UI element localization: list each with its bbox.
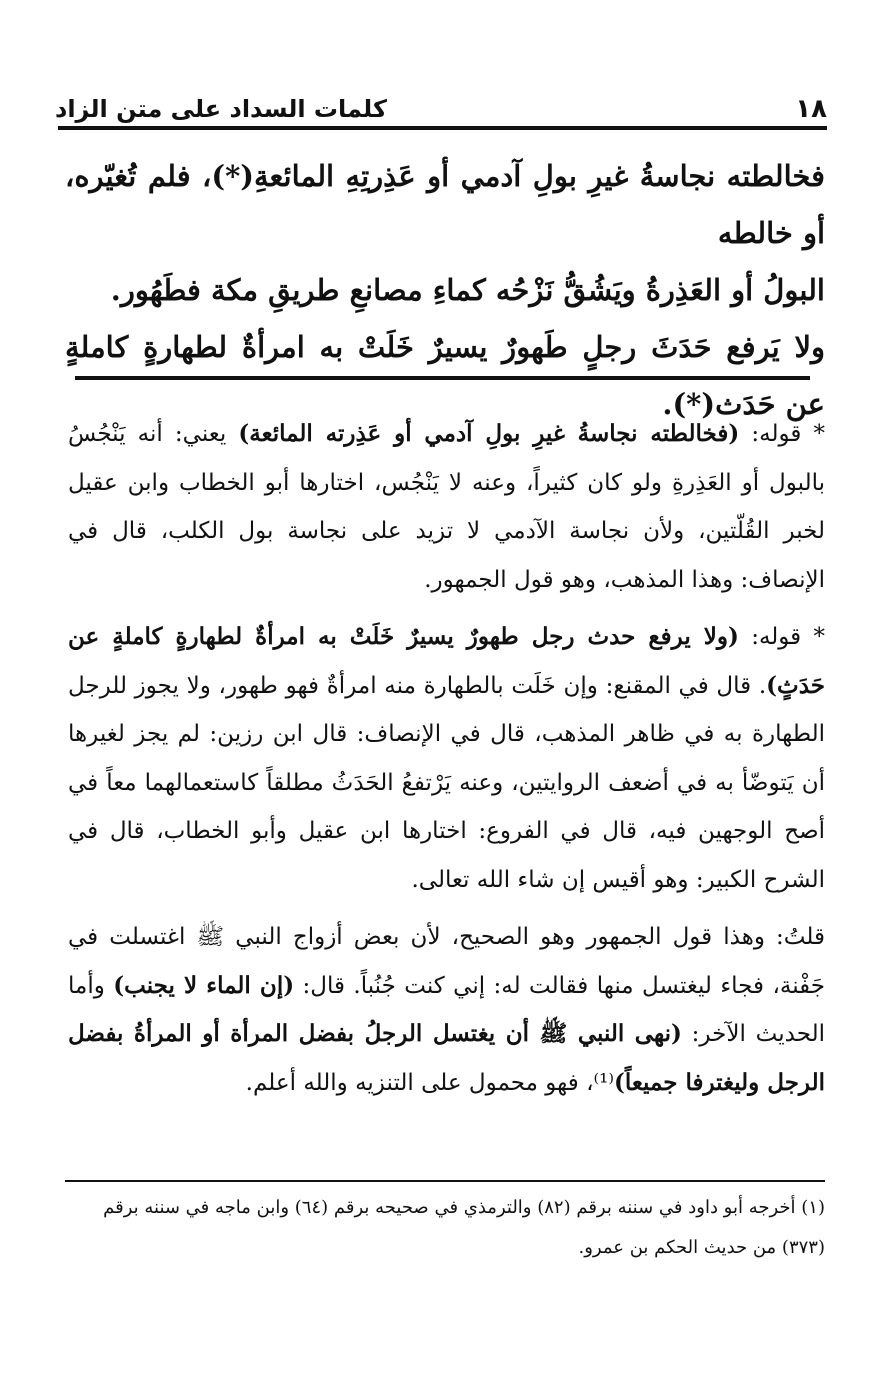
footnote-line: (٣٧٣) من حديث الحكم بن عمرو. (578, 1237, 825, 1258)
footnote-rule (65, 1180, 825, 1182)
page-header (55, 84, 827, 124)
commentary-paragraph (68, 913, 825, 1107)
main-text-line: البولُ أو العَذِرةُ ويَشُقُّ نَزْحُه كماءِ مصانعِ طريقِ مكة فطَهُور. (110, 273, 825, 307)
header-rule (58, 126, 827, 130)
commentary (68, 410, 825, 1116)
quote-intro: * قوله: (739, 421, 825, 447)
commentary-text: . قال في المقنع: وإن خَلَت بالطهارة منه امرأةٌ فهو طهور، ولا يجوز للرجل الطهارة به في ظاهر المذهب، قال في الإنصاف: قال ابن رزين: لم يجز لغيرها أن يَتوضّأ به في أضعف الروايتين، وعنه يَرْتفعُ الحَدَثُ مطلقاً كاستعمالهما معاً في أصح الوجهين فيه، قال في الفروع: اختارها ابن عقيل وأبو الخطاب، قال في الشرح الكبير: وهو أقيس إن شاء الله تعالى. (68, 672, 825, 893)
commentary-text: ⁽¹⁾، فهو محمول على التنزيه والله أعلم. (245, 1069, 615, 1096)
section-divider (75, 376, 810, 380)
footnote-line: (١) أخرجه أبو داود في سننه برقم (٨٢) والترمذي في صحيحه برقم (٦٤) وابن ماجه في سننه برقم (103, 1197, 825, 1218)
hadith-quote: (نهى النبي ﷺ أن يغتسل الرجلُ بفضل المرأة أو المرأةُ بفضل الرجل وليغترفا جميعاً) (68, 1020, 825, 1096)
running-title: كلمات السداد على متن الزاد (55, 95, 387, 123)
commentary-paragraph (68, 613, 825, 904)
quote-intro: * قوله: (738, 624, 826, 650)
commentary-text: قلتُ: وهذا قول الجمهور وهو الصحيح، لأن بعض أزواج النبي ﷺ اغتسلت في جَفْنة، فجاء ليغتسل منها فقالت له: إني كنت جُنُباً. قال: (68, 924, 826, 999)
page-number: ١٨ (795, 94, 827, 124)
hadith-quote: (إن الماء لا يجنب) (113, 971, 295, 999)
main-text-line: ولا يَرفع حَدَثَ رجلٍ طَهورٌ يسيرٌ خَلَتْ به امرأةٌ لطهارةٍ كاملةٍ عن حَدَث(*). (65, 330, 825, 421)
commentary-text: وأما الحديث الآخر: (68, 972, 825, 1047)
quoted-text: (ولا يرفع حدث رجل طهورٌ يسيرٌ خَلَتْ به امرأةٌ لطهارةٍ كاملةٍ عن حَدَثٍ) (68, 623, 825, 699)
footnote (70, 1188, 825, 1268)
commentary-paragraph (68, 410, 825, 604)
main-text (65, 148, 825, 433)
commentary-text: يعني: أنه يَنْجُسُ بالبول أو العَذِرةِ ولو كان كثيراً، وعنه لا يَنْجُس، اختارها أبو الخطاب وابن عقيل لخبر القُلّتين، ولأن نجاسة الآدمي لا تزيد على نجاسة بول الكلب، قال في الإنصاف: وهذا المذهب، وهو قول الجمهور. (68, 421, 825, 593)
quoted-text: (فخالطته نجاسةُ غيرِ بولِ آدمي أو عَذِرته المائعة) (238, 420, 740, 447)
main-text-line: فخالطته نجاسةُ غيرِ بولِ آدمي أو عَذِرتِهِ المائعةِ(*)، فلم تُغيّره، أو خالطه (65, 159, 825, 250)
